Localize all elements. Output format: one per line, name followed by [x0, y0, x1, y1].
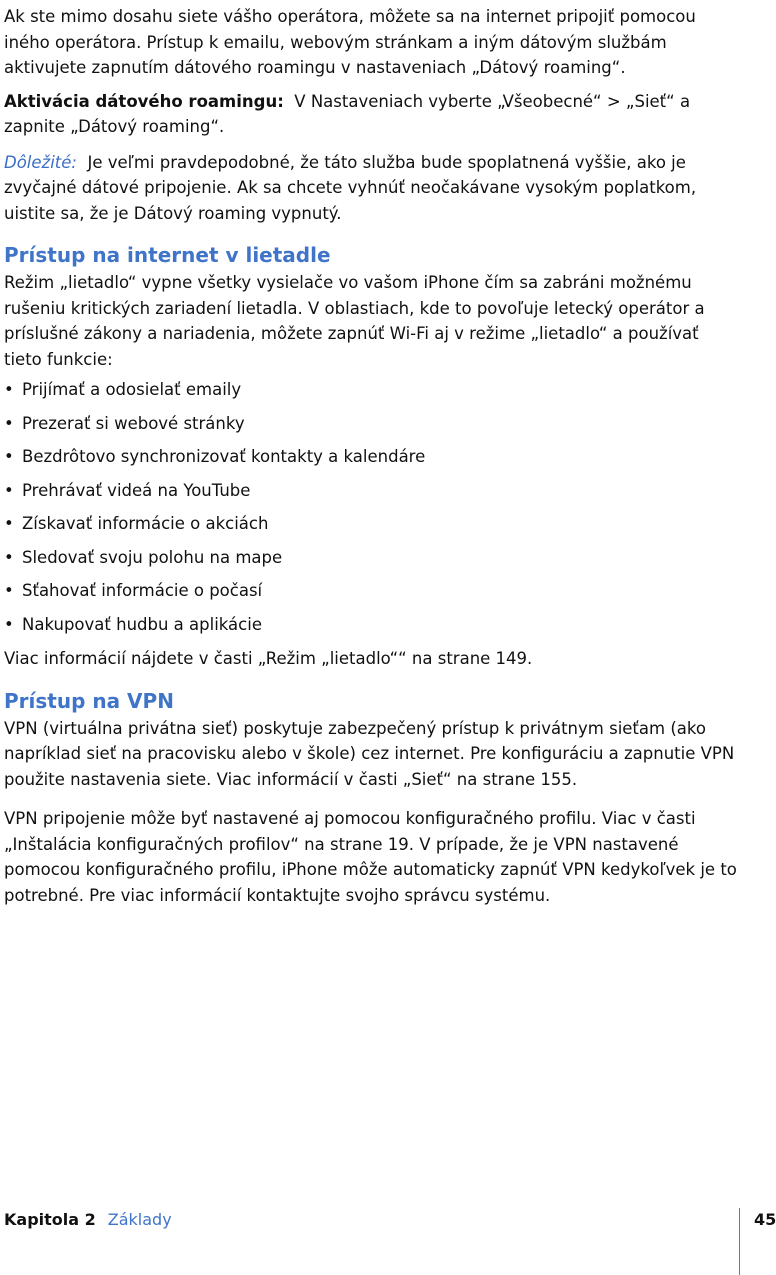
- data-roaming-instructions: [4, 89, 740, 140]
- bullet-icon: •: [4, 447, 14, 466]
- airplane-more-info: Viac informácií nájdete v časti „Režim „lietadlo““ na strane 149.: [4, 649, 533, 668]
- list-item: • Prehrávať videá na YouTube: [4, 479, 740, 503]
- bullet-icon: •: [4, 581, 14, 600]
- bullet-icon: •: [4, 480, 14, 500]
- important-note: [4, 150, 740, 227]
- intro-paragraph: Ak ste mimo dosahu siete vášho operátora, môžete sa na internet pripojiť pomocou iného operátora. Prístup k emailu, webovým stránkam a iným dátovým službám aktivujete zapnutím dátového roamingu v nastaveniach „Dátový roaming“.: [4, 7, 696, 77]
- list-item: • Bezdrôtovo synchronizovať kontakty a kalendáre: [4, 445, 740, 469]
- list-item: • Prezerať si webové stránky: [4, 412, 740, 436]
- bullet-icon: •: [4, 413, 14, 433]
- vpn-heading: Prístup na VPN: [4, 688, 174, 713]
- airplane-feature-list: [4, 378, 740, 637]
- bullet-icon: •: [4, 614, 14, 634]
- vpn-paragraph-1: VPN (virtuálna privátna sieť) poskytuje zabezpečený prístup k privátnym sieťam (ako napríklad sieť na pracovisku alebo v škole) cez internet. Pre konfiguráciu a zapnutie VPN použite nastavenia siete. Viac informácií v časti „Sieť“ na strane 155.: [4, 718, 735, 789]
- important-text: Je veľmi pravdepodobné, že táto služba bude spoplatnená vyššie, ako je zvyčajné dátové pripojenie. Ak sa chcete vyhnúť neočakávane vysokým poplatkom, uistite sa, že je Dátový roaming vypnutý.: [4, 152, 697, 223]
- list-item: • Získavať informácie o akciách: [4, 512, 740, 536]
- page-footer: [4, 1208, 776, 1232]
- vpn-paragraph-2: VPN pripojenie môže byť nastavené aj pomocou konfiguračného profilu. Viac v časti „Inštalácia konfiguračných profilov“ na strane 19. V prípade, že je VPN nastavené pomocou konfiguračného profilu, iPhone môže automaticky zapnúť VPN kedykoľvek je to potrebné. Pre viac informácií kontaktujte svojho správcu systému.: [4, 809, 737, 905]
- list-item: • Sledovať svoju polohu na mape: [4, 546, 740, 570]
- bullet-icon: •: [4, 547, 14, 567]
- list-item: • Nakupovať hudbu a aplikácie: [4, 613, 740, 637]
- bullet-icon: •: [4, 514, 14, 533]
- page-number: 45: [754, 1210, 776, 1229]
- airplane-heading: Prístup na internet v lietadle: [4, 243, 331, 267]
- bullet-icon: •: [4, 380, 14, 399]
- data-roaming-text: V Nastaveniach vyberte „Všeobecné“ > „Sieť“ a zapnite „Dátový roaming“.: [4, 91, 691, 136]
- airplane-paragraph: Režim „lietadlo“ vypne všetky vysielače vo vašom iPhone čím sa zabráni možnému rušeniu kritických zariadení lietadla. V oblastiach, kde to povoľuje letecký operátor a príslušné zákony a nariadenia, môžete zapnúť Wi-Fi aj v režime „lietadlo“ a používať tieto funkcie:: [4, 273, 705, 369]
- important-label: Dôležité:: [4, 152, 77, 172]
- page-content: [4, 4, 740, 908]
- footer-chapter: Kapitola 2: [4, 1210, 96, 1229]
- list-item: • Sťahovať informácie o počasí: [4, 579, 740, 603]
- list-item: • Prijímať a odosielať emaily: [4, 378, 740, 402]
- footer-section-link[interactable]: Základy: [107, 1210, 172, 1229]
- data-roaming-label: Aktivácia dátového roamingu:: [4, 91, 284, 111]
